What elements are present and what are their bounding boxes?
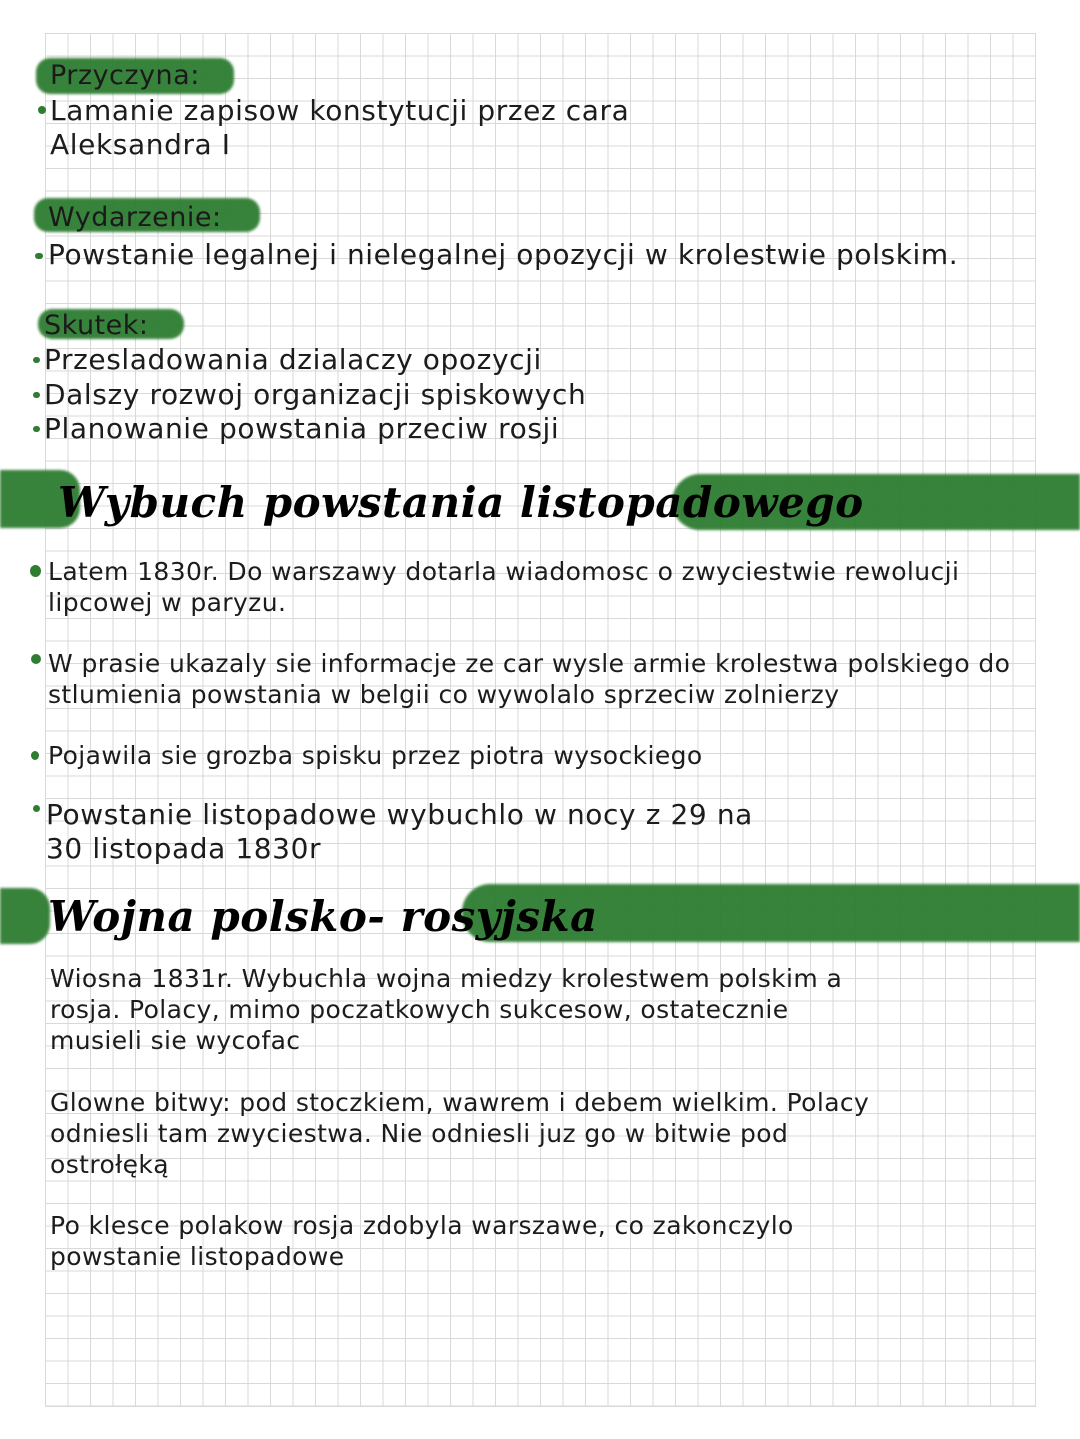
bullet-2-line-1: W prasie ukazaly sie informacje ze car wysle armie krolestwa polskiego do (48, 649, 1011, 678)
bullet-4-line-2: 30 listopada 1830r (46, 832, 322, 865)
heading-highlight-left (0, 888, 50, 944)
bullet-4-line-1: Powstanie listopadowe wybuchlo w nocy z 29 na (46, 798, 753, 831)
paragraph-1-line-2: rosja. Polacy, mimo poczatkowych sukcesow, ostatecznie (50, 995, 789, 1024)
event-label: Wydarzenie: (48, 202, 222, 233)
paragraph-1-line-3: musieli sie wycofac (50, 1026, 301, 1055)
cause-line-2: Aleksandra I (50, 128, 231, 161)
bullet-2-line-2: stlumienia powstania w belgii co wywolalo sprzeciw zolnierzy (48, 680, 840, 709)
paragraph-2-line-3: ostrołęką (50, 1150, 170, 1179)
section-heading-uprising: Wybuch powstania listopadowego (58, 478, 864, 527)
effect-line-1: Przesladowania dzialaczy opozycji (44, 343, 542, 376)
paragraph-1-line-1: Wiosna 1831r. Wybuchla wojna miedzy krolestwem polskim a (50, 964, 843, 993)
bullet-dot (33, 805, 40, 812)
bullet-dot (31, 654, 41, 664)
paragraph-3-line-1: Po klesce polakow rosja zdobyla warszawe, co zakonczylo (50, 1211, 794, 1240)
bullet-dot (33, 357, 40, 363)
effect-line-3: Planowanie powstania przeciw rosji (44, 412, 560, 445)
paragraph-3-line-2: powstanie listopadowe (50, 1242, 345, 1271)
effect-line-2: Dalszy rozwoj organizacji spiskowych (44, 378, 587, 411)
paragraph-2-line-2: odniesli tam zwyciestwa. Nie odniesli juz go w bitwie pod (50, 1119, 789, 1148)
bullet-dot (38, 106, 46, 114)
bullet-dot (33, 392, 40, 398)
bullet-dot (30, 565, 41, 577)
bullet-dot (31, 751, 39, 760)
effect-label: Skutek: (44, 310, 149, 341)
event-line-1: Powstanie legalnej i nielegalnej opozycji w krolestwie polskim. (48, 238, 959, 271)
cause-label: Przyczyna: (50, 60, 200, 91)
bullet-1-line-2: lipcowej w paryzu. (48, 588, 287, 617)
bullet-1-line-1: Latem 1830r. Do warszawy dotarla wiadomosc o zwyciestwie rewolucji (48, 557, 960, 586)
bullet-dot (35, 253, 43, 259)
bullet-3-line-1: Pojawila sie grozba spisku przez piotra wysockiego (48, 741, 703, 770)
cause-line-1: Lamanie zapisow konstytucji przez cara (50, 94, 630, 127)
paragraph-2-line-1: Glowne bitwy: pod stoczkiem, wawrem i debem wielkim. Polacy (50, 1088, 870, 1117)
bullet-dot (33, 426, 40, 432)
section-heading-war: Wojna polsko- rosyjska (48, 892, 598, 941)
